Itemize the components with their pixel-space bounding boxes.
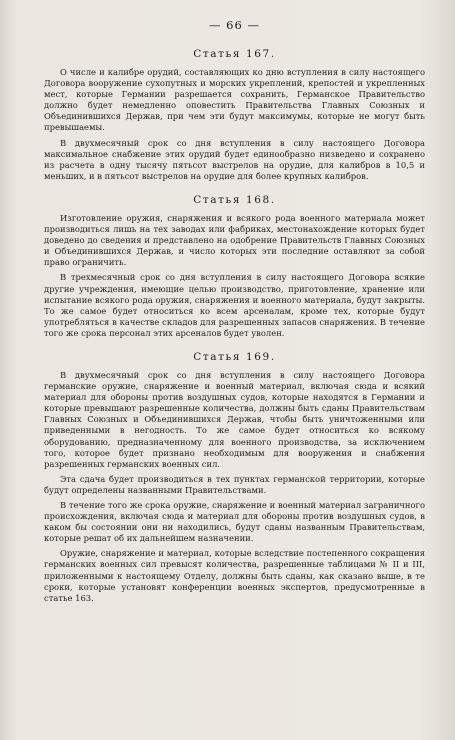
article-paragraph: В двухмесячный срок со дня вступления в силу настоящего Договора максимальное снабжение этих орудий будет единообразно низведено и сохранено из расчета в одну тысячу пятьсот выстрелов на орудие, для калибров в 10,5 и меньших, и в пятьсот выстрелов на орудие для более крупных калибров. [44, 137, 425, 181]
article-paragraph: В трехмесячный срок со дня вступления в силу настоящего Договора всякие другие учреждения, имеющие целью производство, приготовление, хранение или испытание всякого рода оружия, снаряжения и военного материала, будут закрыты. То же самое будет относиться ко всем арсеналам, кроме тех, которые будут употребляться в качестве складов для разрешенных запасов снаряжения. В течение того же срока персонал этих арсеналов будет уволен. [44, 272, 425, 338]
article-169 [44, 351, 425, 604]
article-paragraph: Оружие, снаряжение и материал, которые вследствие постепенного сокращения германских военных сил превысят количества, разрешенные таблицами № II и III, приложенными к настоящему Отделу, должны быть сданы, как сказано выше, в те сроки, которые установят конференции военных экспертов, предусмотренные в статье 163. [44, 548, 425, 603]
article-paragraph: В двухмесячный срок со дня вступления в силу настоящего Договора германские оружие, снаряжение и военный материал, включая сюда и всякий материал для обороны против воздушных судов, которые находятся в Германии и которые превышают разрешенные количества, должны быть сданы Правительствам Главных Союзных и Объединившихся Держав, чтобы быть уничтоженными или приведенными в негодность. То же самое будет относиться ко всякому оборудованию, предназначенному для военного производства, за исключением того, которое будет признано необходимым для вооружения и снабжения разрешенных германских военных сил. [44, 369, 425, 469]
article-paragraph: В течение того же срока оружие, снаряжение и военный материал заграничного происхождения, включая сюда и материал для обороны против воздушных судов, в каком бы состоянии они ни находились, будут сданы названным Правительствам, которые решат об их дальнейшем назначении. [44, 500, 425, 544]
article-heading: Статья 169. [193, 350, 276, 363]
article-168 [44, 194, 425, 339]
article-paragraph: Эта сдача будет производиться в тех пунктах германской территории, которые будут определены названными Правительствами. [44, 473, 425, 495]
article-heading: Статья 168. [193, 193, 276, 206]
page-number: — 66 — [209, 18, 260, 32]
article-heading: Статья 167. [193, 48, 276, 60]
article-paragraph: О числе и калибре орудий, составляющих ко дню вступления в силу настоящего Договора вооружение сухопутных и морских укреплений, крепостей и укрепленных мест, которые Германии разрешается сохранить, Германское Правительство должно будет немедленно оповестить Правительства Главных Союзных и Объединившихся Держав, при чем эти будут максимумы, которые не могут быть превышаемы. [44, 67, 425, 133]
article-paragraph: Изготовление оружия, снаряжения и всякого рода военного материала может производиться лишь на тех заводах или фабриках, местонахождение которых будет доведено до сведения и представлено на одобрение Правительств Главных Союзных и Объединившихся Держав, и число которых эти последние оставляют за собой право ограничить. [44, 212, 425, 268]
article-167 [44, 48, 425, 182]
